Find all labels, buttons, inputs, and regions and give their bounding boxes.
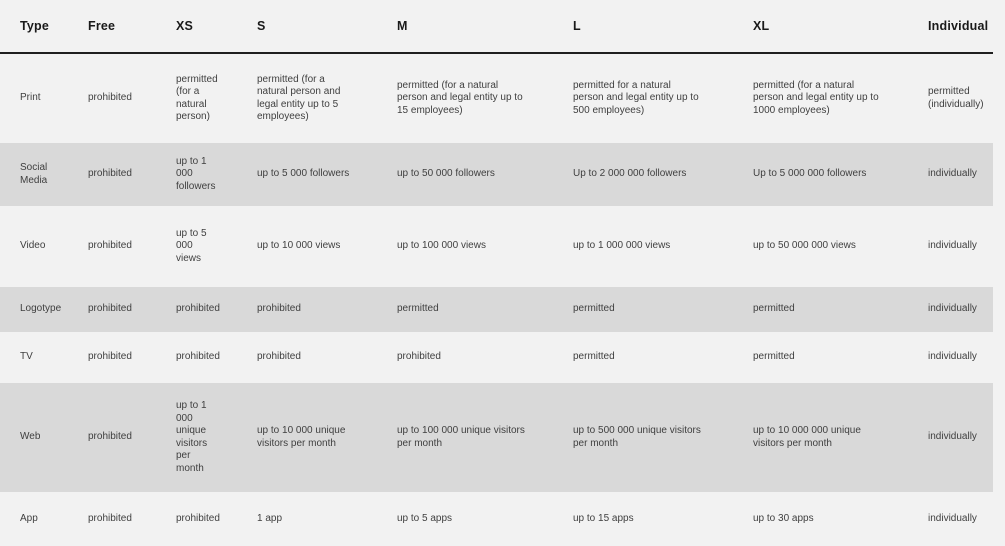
cell-m: permitted (for a natural person and legal entity up to 15 employees) bbox=[397, 79, 523, 116]
table-row-app bbox=[0, 492, 993, 546]
table-header bbox=[0, 0, 993, 53]
cell-xs: up to 1 000 unique visitors per month bbox=[176, 400, 208, 474]
column-header-xl: XL bbox=[753, 19, 770, 33]
cell-free: prohibited bbox=[88, 512, 132, 524]
cell-l: up to 500 000 unique visitors per month bbox=[573, 425, 701, 449]
table-row-print bbox=[0, 53, 993, 143]
cell-xl: Up to 5 000 000 followers bbox=[753, 168, 867, 180]
table-row-web bbox=[0, 383, 993, 492]
cell-xl: up to 30 apps bbox=[753, 512, 814, 524]
cell-s: up to 5 000 followers bbox=[257, 168, 350, 180]
cell-m: permitted bbox=[397, 303, 439, 315]
cell-type: App bbox=[20, 512, 38, 524]
cell-xs: up to 5 000 views bbox=[176, 227, 207, 264]
cell-l: up to 15 apps bbox=[573, 512, 634, 524]
table-row-social-media bbox=[0, 143, 993, 206]
cell-xl: up to 10 000 000 unique visitors per month bbox=[753, 425, 861, 449]
cell-type: TV bbox=[20, 351, 33, 363]
cell-s: up to 10 000 unique visitors per month bbox=[257, 425, 346, 449]
cell-m: up to 5 apps bbox=[397, 512, 453, 524]
cell-type: Social Media bbox=[20, 162, 48, 186]
column-header-individual: Individual bbox=[928, 19, 989, 33]
cell-s: prohibited bbox=[257, 351, 301, 363]
cell-individual: individually bbox=[928, 351, 977, 363]
cell-l: permitted for a natural person and legal entity up to 500 employees) bbox=[573, 79, 699, 116]
cell-l: Up to 2 000 000 followers bbox=[573, 168, 687, 180]
cell-xl: permitted bbox=[753, 351, 795, 363]
column-header-l: L bbox=[573, 19, 581, 33]
cell-type: Print bbox=[20, 92, 41, 104]
cell-m: up to 100 000 views bbox=[397, 240, 486, 252]
cell-xs: prohibited bbox=[176, 512, 220, 524]
cell-free: prohibited bbox=[88, 431, 132, 443]
cell-type: Web bbox=[20, 431, 41, 443]
cell-individual: individually bbox=[928, 431, 977, 443]
column-header-free: Free bbox=[88, 19, 116, 33]
cell-xs: up to 1 000 followers bbox=[176, 155, 216, 192]
cell-xl: permitted (for a natural person and legal entity up to 1000 employees) bbox=[753, 79, 879, 116]
header-row bbox=[0, 0, 993, 53]
cell-m: up to 100 000 unique visitors per month bbox=[397, 425, 525, 449]
cell-s: up to 10 000 views bbox=[257, 240, 341, 252]
cell-s: permitted (for a natural person and legal entity up to 5 employees) bbox=[257, 73, 341, 122]
column-header-type: Type bbox=[20, 19, 50, 33]
cell-m: prohibited bbox=[397, 351, 441, 363]
table-row-video bbox=[0, 206, 993, 287]
cell-xl: permitted bbox=[753, 303, 795, 315]
cell-xs: permitted (for a natural person) bbox=[176, 73, 218, 122]
table-body bbox=[0, 53, 993, 546]
cell-free: prohibited bbox=[88, 351, 132, 363]
cell-m: up to 50 000 followers bbox=[397, 168, 495, 180]
cell-individual: permitted (individually) bbox=[928, 86, 984, 110]
cell-l: permitted bbox=[573, 351, 615, 363]
column-header-xs: XS bbox=[176, 19, 194, 33]
cell-xs: prohibited bbox=[176, 303, 220, 315]
cell-free: prohibited bbox=[88, 240, 132, 252]
column-header-s: S bbox=[257, 19, 266, 33]
cell-l: up to 1 000 000 views bbox=[573, 240, 671, 252]
cell-individual: individually bbox=[928, 168, 977, 180]
cell-free: prohibited bbox=[88, 168, 132, 180]
cell-free: prohibited bbox=[88, 92, 132, 104]
cell-xl: up to 50 000 000 views bbox=[753, 240, 856, 252]
cell-xs: prohibited bbox=[176, 351, 220, 363]
cell-type: Video bbox=[20, 240, 46, 252]
table-row-tv bbox=[0, 332, 993, 383]
cell-individual: individually bbox=[928, 512, 977, 524]
column-header-m: M bbox=[397, 19, 408, 33]
cell-type: Logotype bbox=[20, 303, 62, 315]
cell-individual: individually bbox=[928, 240, 977, 252]
cell-free: prohibited bbox=[88, 303, 132, 315]
cell-l: permitted bbox=[573, 303, 615, 315]
cell-s: 1 app bbox=[257, 512, 283, 524]
cell-individual: individually bbox=[928, 303, 977, 315]
table-row-logotype bbox=[0, 287, 993, 332]
cell-s: prohibited bbox=[257, 303, 301, 315]
